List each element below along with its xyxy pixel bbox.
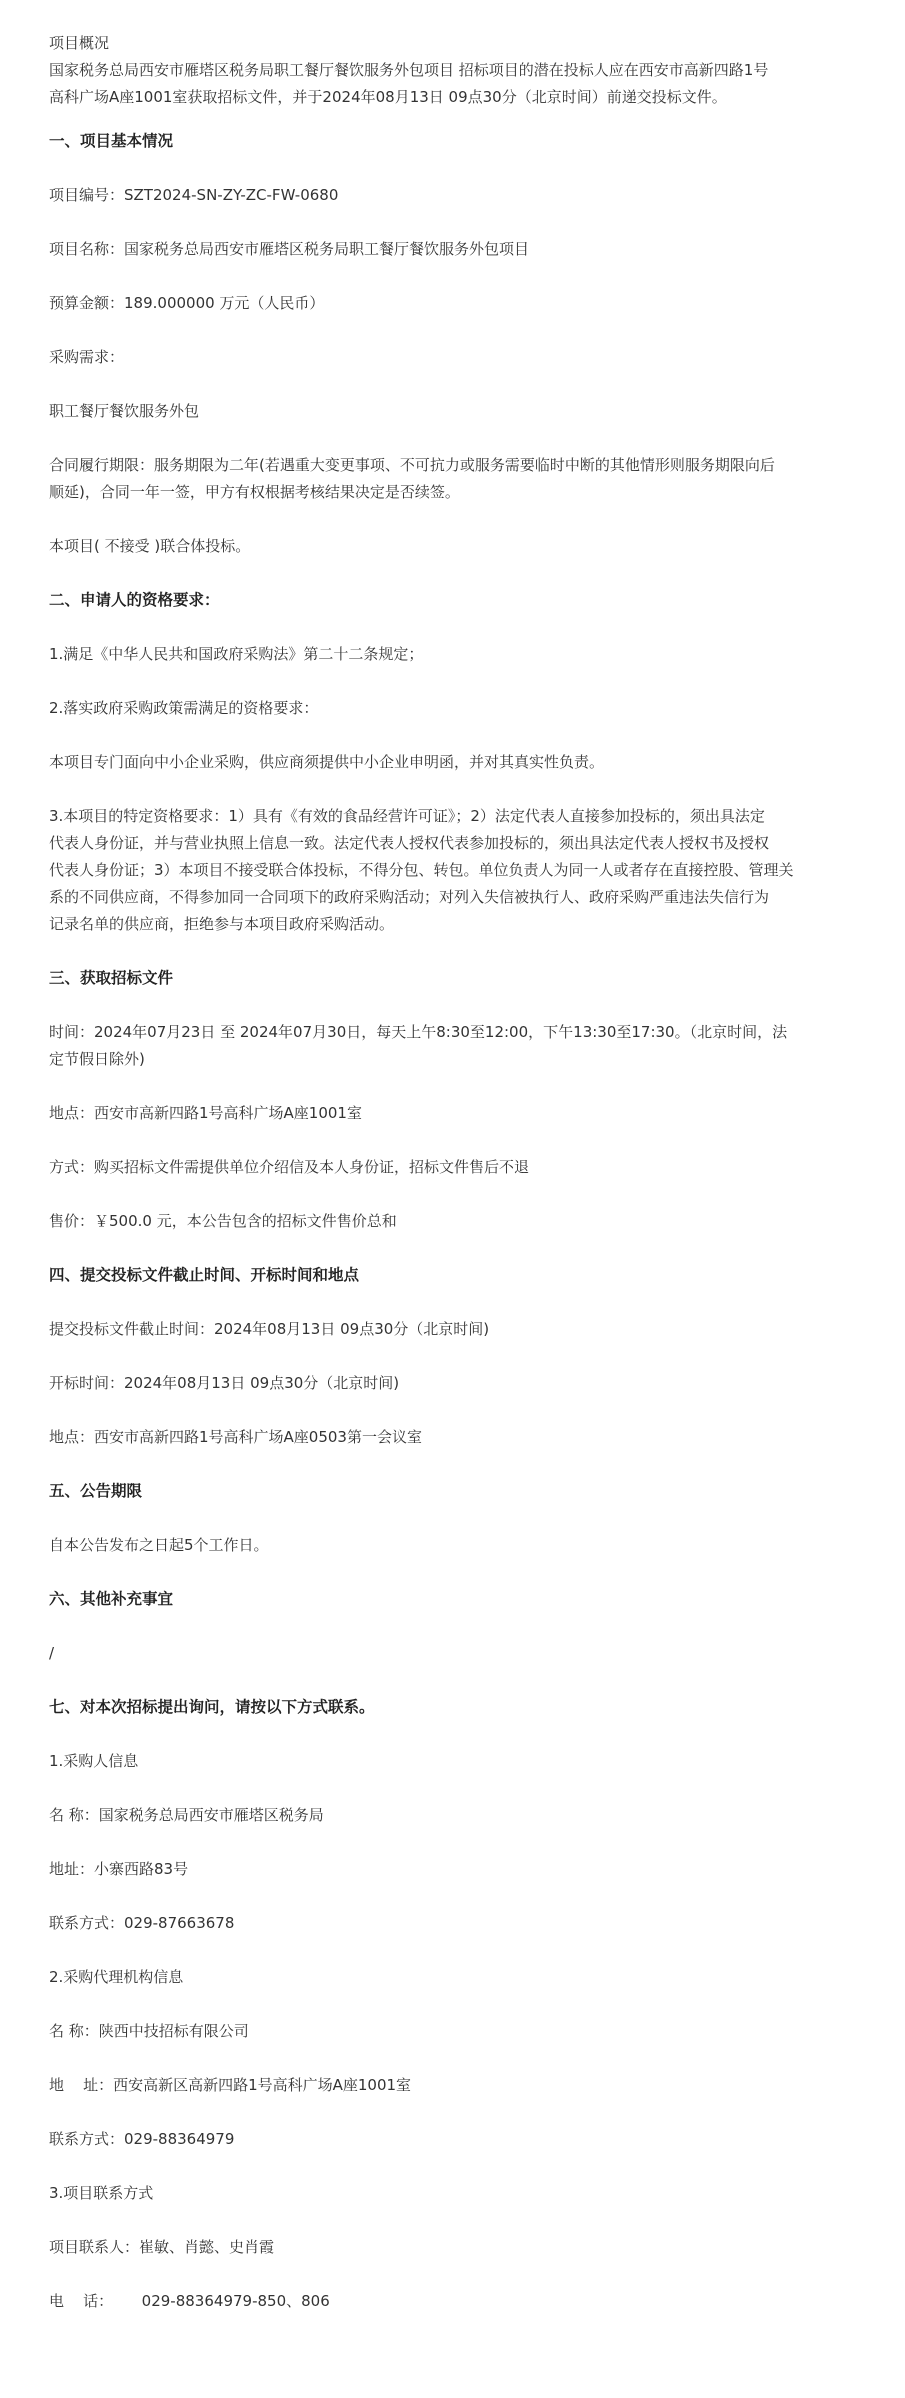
- buyer-name: 名 称：国家税务总局西安市雁塔区税务局: [49, 1806, 324, 1824]
- requirement-3-line1: 3.本项目的特定资格要求：1）具有《有效的食品经营许可证》；2）法定代表人直接参加投标的，须出具法定: [49, 807, 765, 825]
- buyer-contact: 联系方式：029-87663678: [49, 1914, 235, 1932]
- opening-time: 开标时间：2024年08月13日 09点30分（北京时间): [49, 1374, 400, 1392]
- section5-heading: 五、公告期限: [49, 1482, 143, 1500]
- project-name: 项目名称：国家税务总局西安市雁塔区税务局职工餐厅餐饮服务外包项目: [49, 240, 530, 258]
- consortium-note: 本项目( 不接受 )联合体投标。: [49, 537, 251, 555]
- opening-place: 地点：西安市高新四路1号高科广场A座0503第一会议室: [49, 1428, 422, 1446]
- buyer-address: 地址：小寨西路83号: [49, 1860, 189, 1878]
- requirement-1: 1.满足《中华人民共和国政府采购法》第二十二条规定；: [49, 645, 424, 663]
- requirement-2-detail: 本项目专门面向中小企业采购，供应商须提供中小企业申明函，并对其真实性负责。: [49, 753, 605, 771]
- project-contact-phone: 电 话： 029-88364979-850、806: [49, 2292, 330, 2310]
- section7-heading: 七、对本次招标提出询问，请按以下方式联系。: [49, 1698, 375, 1716]
- section6-heading: 六、其他补充事宜: [49, 1590, 174, 1608]
- obtain-method: 方式：购买招标文件需提供单位介绍信及本人身份证，招标文件售后不退: [49, 1158, 530, 1176]
- requirement-3-line5: 记录名单的供应商，拒绝参与本项目政府采购活动。: [49, 915, 395, 933]
- section2-heading: 二、申请人的资格要求：: [49, 591, 220, 609]
- contract-period-line1: 合同履行期限：服务期限为二年(若遇重大变更事项、不可抗力或服务需要临时中断的其他情形则服务期限向后: [49, 456, 775, 474]
- submission-deadline: 提交投标文件截止时间：2024年08月13日 09点30分（北京时间): [49, 1320, 490, 1338]
- notice-period: 自本公告发布之日起5个工作日。: [49, 1536, 269, 1554]
- obtain-time-line2: 定节假日除外): [49, 1050, 145, 1068]
- requirement-3-line2: 代表人身份证，并与营业执照上信息一致。法定代表人授权代表参加投标的，须出具法定代表人授权书及授权: [49, 834, 770, 852]
- budget-amount: 预算金额：189.000000 万元（人民币）: [49, 294, 325, 312]
- agent-contact: 联系方式：029-88364979: [49, 2130, 235, 2148]
- agent-info-title: 2.采购代理机构信息: [49, 1968, 184, 1986]
- obtain-time-line1: 时间：2024年07月23日 至 2024年07月30日，每天上午8:30至12:00，下午13:30至17:30。（北京时间，法: [49, 1023, 788, 1041]
- obtain-place: 地点：西安市高新四路1号高科广场A座1001室: [49, 1104, 362, 1122]
- project-contact-people: 项目联系人：崔敏、肖懿、史肖霞: [49, 2238, 275, 2256]
- overview-title: 项目概况: [49, 34, 110, 52]
- section3-heading: 三、获取招标文件: [49, 969, 174, 987]
- buyer-info-title: 1.采购人信息: [49, 1752, 139, 1770]
- requirement-3-line3: 代表人身份证；3）本项目不接受联合体投标，不得分包、转包。单位负责人为同一人或者存在直接控股、管理关: [49, 861, 794, 879]
- contract-period-line2: 顺延)，合同一年一签，甲方有权根据考核结果决定是否续签。: [49, 483, 460, 501]
- section4-heading: 四、提交投标文件截止时间、开标时间和地点: [49, 1266, 360, 1284]
- project-contact-title: 3.项目联系方式: [49, 2184, 154, 2202]
- requirement-2: 2.落实政府采购政策需满足的资格要求：: [49, 699, 319, 717]
- overview-text-line2: 高科广场A座1001室获取招标文件，并于2024年08月13日 09点30分（北京时间）前递交投标文件。: [49, 88, 727, 106]
- requirement-3-line4: 系的不同供应商，不得参加同一合同项下的政府采购活动；对列入失信被执行人、政府采购严重违法失信行为: [49, 888, 770, 906]
- document-price: 售价：￥500.0 元，本公告包含的招标文件售价总和: [49, 1212, 397, 1230]
- demand-label: 采购需求：: [49, 348, 125, 366]
- demand-text: 职工餐厅餐饮服务外包: [49, 402, 200, 420]
- section1-heading: 一、项目基本情况: [49, 132, 174, 150]
- overview-text-line1: 国家税务总局西安市雁塔区税务局职工餐厅餐饮服务外包项目 招标项目的潜在投标人应在西安市高新四路1号: [49, 61, 769, 79]
- other-matters: /: [49, 1644, 55, 1662]
- agent-address: 地 址：西安高新区高新四路1号高科广场A座1001室: [49, 2076, 412, 2094]
- agent-name: 名 称：陕西中技招标有限公司: [49, 2022, 249, 2040]
- project-number: 项目编号：SZT2024-SN-ZY-ZC-FW-0680: [49, 186, 339, 204]
